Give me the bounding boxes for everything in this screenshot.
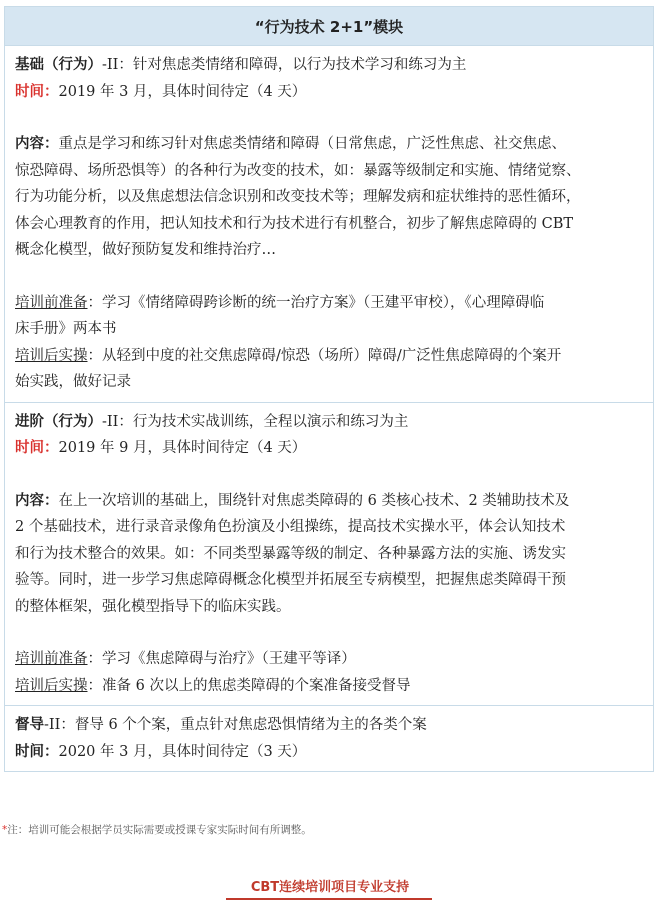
- section-advanced: [5, 403, 653, 707]
- section-advanced-time-label: 时间：: [15, 440, 59, 456]
- section-advanced-prep: [15, 646, 643, 673]
- section-basic-content-line: 行为功能分析，以及焦虑想法信念识别和改变技术等；理解发病和症状维持的恶性循环，: [15, 189, 581, 205]
- section-basic-time-label: 时间：: [15, 83, 59, 100]
- section-basic-heading: [15, 52, 643, 79]
- section-supervision: [5, 706, 653, 771]
- section-advanced-time: [15, 435, 643, 462]
- section-basic-time-value: 2019 年 3 月，具体时间待定（4 天）: [58, 83, 307, 100]
- section-advanced-content: [15, 488, 643, 621]
- section-basic-label: 基础（行为）: [15, 57, 102, 73]
- section-supervision-heading: [15, 712, 643, 739]
- section-basic-prep-line: 床手册》两本书: [15, 321, 117, 337]
- section-basic-prep-line: ：学习《情绪障碍跨诊断的统一治疗方案》（王建平审校），《心理障碍临: [87, 294, 545, 311]
- section-advanced-time-value: 2019 年 9 月，具体时间待定（4 天）: [58, 440, 307, 456]
- footnote: [2, 822, 312, 837]
- section-advanced-content-line: 和行为技术整合的效果。如：不同类型暴露等级的制定、各种暴露方法的实施、诱发实: [15, 545, 566, 562]
- section-advanced-content-label: 内容：: [15, 492, 59, 509]
- section-basic-post-label: 培训后实操: [15, 347, 88, 364]
- section-basic-time: [15, 79, 643, 106]
- module-table: [4, 6, 654, 772]
- section-basic-content: [15, 131, 643, 264]
- section-advanced-post-label: 培训后实操: [15, 677, 88, 694]
- footnote-text: 注：培训可能会根据学员实际需要或授课专家实际时间有所调整。: [7, 824, 312, 836]
- section-basic: [5, 46, 653, 403]
- section-advanced-content-line: 2 个基础技术，进行录音录像角色扮演及小组操练，提高技术实操水平，体会认知技术: [15, 519, 566, 535]
- section-advanced-prep-label: 培训前准备: [15, 651, 88, 667]
- section-basic-content-label: 内容：: [15, 136, 59, 152]
- section-basic-post-line: ：从轻到中度的社交焦虑障碍/惊恐（场所）障碍/广泛性焦虑障碍的个案开: [87, 347, 562, 364]
- section-supervision-time-label: 时间：: [15, 743, 59, 760]
- section-basic-content-line: 概念化模型，做好预防复发和维持治疗…: [15, 242, 276, 258]
- section-supervision-label: 督导: [15, 717, 44, 733]
- section-advanced-content-line: 验等。同时，进一步学习焦虑障碍概念化模型并拓展至专病模型，把握焦虑类障碍干预: [15, 572, 566, 588]
- section-basic-prep: [15, 290, 643, 343]
- section-supervision-heading-rest: -II：督导 6 个个案，重点针对焦虑恐惧情绪为主的各类个案: [44, 717, 427, 733]
- section-basic-content-line: 惊恐障碍、场所恐惧等）的各种行为改变的技术，如：暴露等级制定和实施、情绪觉察、: [15, 162, 581, 179]
- section-advanced-post: [15, 673, 643, 700]
- section-basic-heading-rest: -II：针对焦虑类情绪和障碍，以行为技术学习和练习为主: [102, 57, 467, 73]
- footer-underline: [226, 898, 432, 900]
- section-advanced-content-line: 在上一次培训的基础上，围绕针对焦虑类障碍的 6 类核心技术、2 类辅助技术及: [58, 492, 570, 509]
- footer-support-text: CBT连续培训项目专业支持: [250, 880, 410, 895]
- section-advanced-heading: [15, 409, 643, 436]
- section-basic-prep-label: 培训前准备: [15, 294, 88, 311]
- footnote-star: *: [2, 824, 8, 836]
- section-advanced-content-line: 的整体框架，强化模型指导下的临床实践。: [15, 598, 291, 615]
- section-supervision-time-value: 2020 年 3 月，具体时间待定（3 天）: [58, 743, 307, 760]
- section-basic-content-line: 重点是学习和练习针对焦虑类情绪和障碍（日常焦虑，广泛性焦虑、社交焦虑、: [58, 136, 566, 152]
- section-supervision-time: [15, 739, 643, 766]
- section-advanced-post-line: ：准备 6 次以上的焦虑类障碍的个案准备接受督导: [87, 677, 411, 694]
- section-advanced-prep-line: ：学习《焦虑障碍与治疗》（王建平等译）: [87, 651, 356, 667]
- section-basic-post-line: 始实践，做好记录: [15, 374, 131, 390]
- section-basic-post: [15, 343, 643, 396]
- section-advanced-label: 进阶（行为）: [15, 413, 102, 430]
- section-basic-content-line: 体会心理教育的作用，把认知技术和行为技术进行有机整合，初步了解焦虑障碍的 CBT: [15, 215, 574, 232]
- section-advanced-heading-rest: -II：行为技术实战训练，全程以演示和练习为主: [102, 413, 409, 430]
- module-title: “行为技术 2+1”模块: [5, 7, 653, 46]
